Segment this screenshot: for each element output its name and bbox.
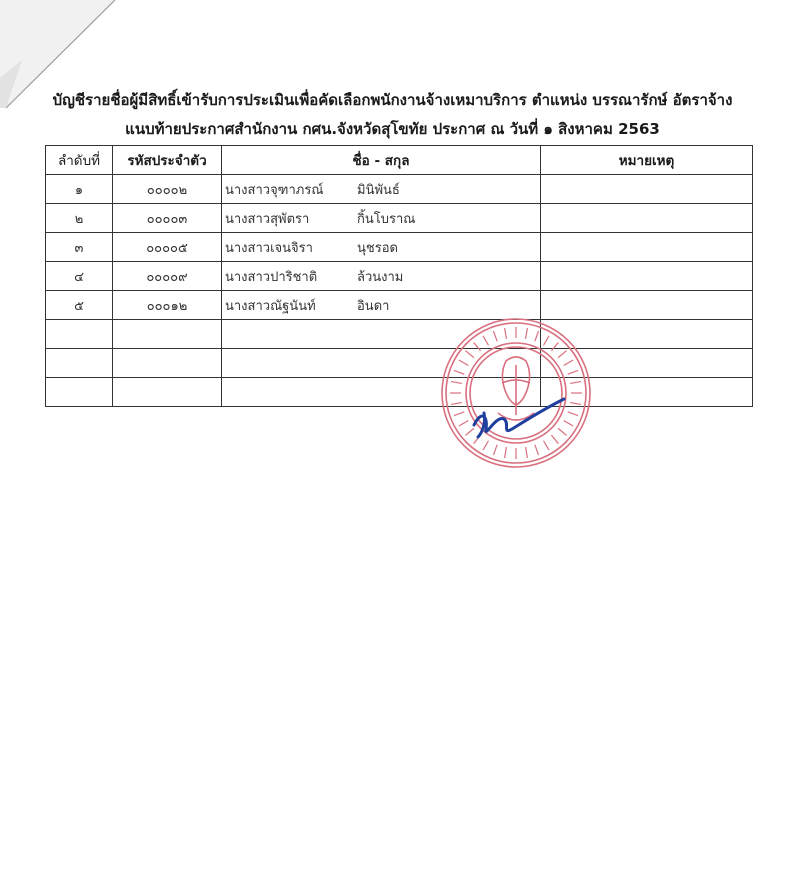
row-id: ๐๐๐๐๙ [113,262,222,291]
table-row [46,233,753,262]
row-note [541,175,753,204]
table-row-empty [46,378,753,407]
row-first-name: นางสาวเจนจิรา [225,240,313,256]
row-last-name: มินิพันธ์ [357,182,400,198]
row-order: ๔ [46,262,113,291]
row-order: ๓ [46,233,113,262]
candidate-table [45,145,753,407]
row-last-name: กิ้นโบราณ [357,211,416,227]
document-title-line-1: บัญชีรายชื่อผู้มีสิทธิ์เข้ารับการประเมินเพื่อคัดเลือกพนักงานจ้างเหมาบริการ ตำแหน่ง บรรณารักษ์ อัตราจ้าง [52,91,733,109]
header-order: ลำดับที่ [46,146,113,175]
row-name [222,204,541,233]
table-header-row [46,146,753,175]
table-row-empty [46,320,753,349]
row-note [541,233,753,262]
row-id: ๐๐๐๑๒ [113,291,222,320]
row-name [222,262,541,291]
row-last-name: ล้วนงาม [357,269,404,285]
row-last-name: อินดา [357,298,390,314]
row-first-name: นางสาวปาริชาติ [225,269,318,285]
row-note [541,291,753,320]
row-order: ๑ [46,175,113,204]
row-last-name: นุชรอด [357,240,398,256]
row-order: ๒ [46,204,113,233]
row-note [541,262,753,291]
row-id: ๐๐๐๐๒ [113,175,222,204]
header-name: ชื่อ - สกุล [222,146,541,175]
table-row [46,291,753,320]
row-first-name: นางสาวสุพัตรา [225,211,310,227]
row-note [541,204,753,233]
row-name [222,175,541,204]
row-first-name: นางสาวจุฑาภรณ์ [225,182,324,198]
document-title-line-2: แนบท้ายประกาศสำนักงาน กศน.จังหวัดสุโขทัย ประกาศ ณ วันที่ ๑ สิงหาคม 2563 [125,120,660,138]
table-row [46,262,753,291]
row-name [222,233,541,262]
header-note: หมายเหตุ [541,146,753,175]
row-first-name: นางสาวณัฐนันท์ [225,298,316,314]
row-id: ๐๐๐๐๓ [113,204,222,233]
row-order: ๕ [46,291,113,320]
row-id: ๐๐๐๐๕ [113,233,222,262]
header-id: รหัสประจำตัว [113,146,222,175]
table-row-empty [46,349,753,378]
table-row [46,204,753,233]
row-name [222,291,541,320]
table-row [46,175,753,204]
